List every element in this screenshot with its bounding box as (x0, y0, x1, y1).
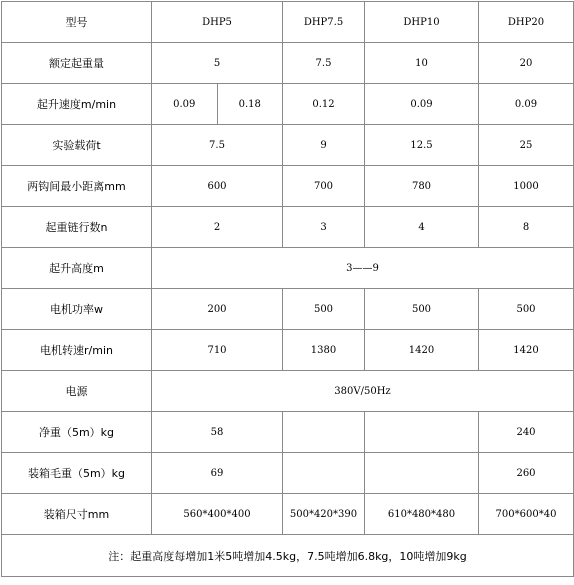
table-cell: 7.5 (152, 125, 283, 166)
model-dhp5: DHP5 (152, 2, 283, 43)
table-cell: 8 (479, 207, 574, 248)
table-cell: 7.5 (283, 43, 365, 84)
lift-height-row (2, 248, 574, 289)
table-cell: 2 (152, 207, 283, 248)
table-cell: 380V/50Hz (152, 371, 574, 412)
chain-falls-row (2, 207, 574, 248)
table-cell: 200 (152, 289, 283, 330)
table-cell: 500 (479, 289, 574, 330)
table-cell: 1000 (479, 166, 574, 207)
table-cell (365, 453, 479, 494)
row-label: 实验载荷t (2, 125, 152, 166)
note-row (2, 535, 574, 577)
table-cell: 3 (283, 207, 365, 248)
spec-table (1, 1, 574, 577)
table-cell: 0.12 (283, 84, 365, 125)
table-cell: 610*480*480 (365, 494, 479, 535)
table-cell: 12.5 (365, 125, 479, 166)
table-cell: 260 (479, 453, 574, 494)
row-label: 装箱毛重（5m）kg (2, 453, 152, 494)
table-cell: 500*420*390 (283, 494, 365, 535)
table-cell: 500 (365, 289, 479, 330)
model-dhp20: DHP20 (479, 2, 574, 43)
row-label: 电源 (2, 371, 152, 412)
row-label: 额定起重量 (2, 43, 152, 84)
table-cell (283, 412, 365, 453)
box-size-row (2, 494, 574, 535)
row-label: 起升高度m (2, 248, 152, 289)
table-cell: 240 (479, 412, 574, 453)
motor-power-row (2, 289, 574, 330)
table-cell: 10 (365, 43, 479, 84)
lifting-speed-row (2, 84, 574, 125)
table-cell: 69 (152, 453, 283, 494)
gross-weight-row (2, 453, 574, 494)
model-dhp7-5: DHP7.5 (283, 2, 365, 43)
table-cell: 700 (283, 166, 365, 207)
table-cell: 4 (365, 207, 479, 248)
row-label: 起重链行数n (2, 207, 152, 248)
dhp5-speed-cell (152, 84, 283, 125)
model-header: 型号 (2, 2, 152, 43)
row-label: 起升速度m/min (2, 84, 152, 125)
table-cell: 500 (283, 289, 365, 330)
table-cell: 58 (152, 412, 283, 453)
row-label: 电机转速r/min (2, 330, 152, 371)
table-cell: 1380 (283, 330, 365, 371)
table-cell (365, 412, 479, 453)
motor-speed-row (2, 330, 574, 371)
rated-load-row (2, 43, 574, 84)
row-label: 两钩间最小距离mm (2, 166, 152, 207)
table-cell: 25 (479, 125, 574, 166)
model-dhp10: DHP10 (365, 2, 479, 43)
table-cell: 0.09 (365, 84, 479, 125)
hook-distance-row (2, 166, 574, 207)
row-label: 净重（5m）kg (2, 412, 152, 453)
table-cell (283, 453, 365, 494)
test-load-row (2, 125, 574, 166)
power-supply-row (2, 371, 574, 412)
table-cell: 0.09 (479, 84, 574, 125)
table-cell: 1420 (365, 330, 479, 371)
footnote: 注：起重高度每增加1米5吨增加4.5kg，7.5吨增加6.8kg，10吨增加9kg (2, 535, 574, 577)
row-label: 装箱尺寸mm (2, 494, 152, 535)
table-cell: 20 (479, 43, 574, 84)
table-cell: 780 (365, 166, 479, 207)
table-cell: 0.18 (217, 84, 283, 124)
table-cell: 560*400*400 (152, 494, 283, 535)
table-cell: 700*600*40 (479, 494, 574, 535)
row-label: 电机功率w (2, 289, 152, 330)
table-cell: 710 (152, 330, 283, 371)
header-row (2, 2, 574, 43)
table-cell: 3——9 (152, 248, 574, 289)
table-cell: 9 (283, 125, 365, 166)
table-cell: 1420 (479, 330, 574, 371)
table-cell: 5 (152, 43, 283, 84)
table-cell: 0.09 (173, 98, 196, 110)
net-weight-row (2, 412, 574, 453)
table-cell: 600 (152, 166, 283, 207)
